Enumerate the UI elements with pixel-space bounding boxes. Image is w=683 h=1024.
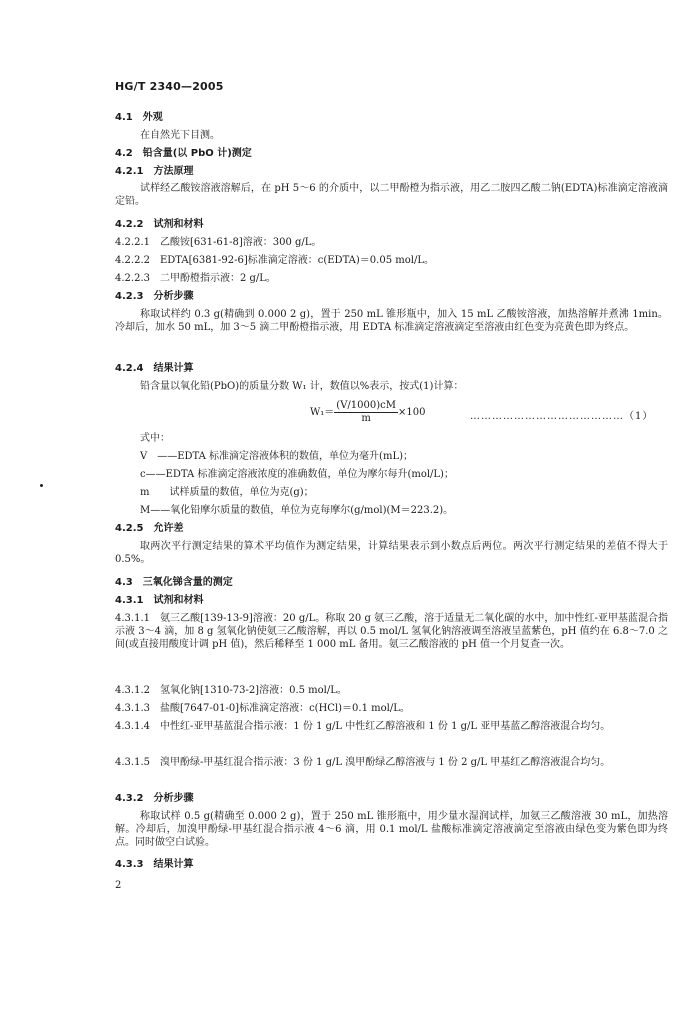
where-label: 式中： [140, 433, 170, 444]
definition-m: m 试样质量的数值，单位为克(g)； [140, 487, 314, 498]
item-4-2-2-2: 4.2.2.2 EDTA[6381-92-6]标准滴定溶液：c(EDTA)＝0.05 mol/L。 [115, 255, 434, 266]
section-4-2-title: 4.2 铅含量(以 PbO 计)测定 [115, 148, 252, 159]
formula-numerator: (V/1000)cM [336, 400, 396, 411]
definition-M: M——氧化铅摩尔质量的数值，单位为克每摩尔(g/mol)(M＝223.2)。 [140, 505, 454, 516]
section-4-2-1-title: 4.2.1 方法原理 [115, 166, 194, 177]
formula-tail: ×100 [397, 407, 426, 418]
item-4-3-1-2: 4.3.1.2 氢氧化钠[1310-73-2]溶液：0.5 mol/L。 [115, 685, 347, 696]
formula-lhs: W₁＝ [310, 407, 335, 418]
stray-dot [40, 484, 43, 487]
equation-number: ……………………………………（1） [470, 411, 654, 422]
section-4-2-3-text: 称取试样约 0.3 g(精确到 0.000 2 g)，置于 250 mL 锥形瓶中，加入 15 mL 乙酸铵溶液，加热溶解并煮沸 1min。冷却后，加水 50 mL，加 3～5 滴二甲酚橙指示液，用 EDTA 标准滴定溶液滴定至溶液由红色变为亮黄色即为终点。 [115, 309, 668, 333]
item-4-3-1-4: 4.3.1.4 中性红-亚甲基蓝混合指示液：1 份 1 g/L 中性红乙醇溶液和 1 份 1 g/L 亚甲基蓝乙醇溶液混合均匀。 [115, 721, 611, 732]
definition-v: V ——EDTA 标准滴定溶液体积的数值，单位为毫升(mL)； [140, 451, 413, 462]
item-4-3-1-1: 4.3.1.1 氨三乙酸[139-13-9]溶液：20 g/L。称取 20 g 氨三乙酸，溶于适量无二氧化碳的水中，加中性红-亚甲基蓝混合指示液 3～4 滴，加 8 g 氢氧化钠使氨三乙酸溶解，再以 0.5 mol/L 氢氧化钠溶液调至溶液呈蓝紫色，pH 值约在 6.8～7.0 之间(或直接用酸度计调 pH 值)，然后稀释至 1 000 mL 备用。氨三乙酸溶液的 pH 值一个月复查一次。 [115, 613, 668, 650]
section-4-2-1-text: 试样经乙酸铵溶液溶解后，在 pH 5～6 的介质中，以二甲酚橙为指示液，用乙二胺四乙酸二钠(EDTA)标准滴定溶液滴定铅。 [115, 183, 668, 207]
section-4-2-3-title: 4.2.3 分析步骤 [115, 291, 194, 302]
section-4-3-title: 4.3 三氧化锑含量的测定 [115, 577, 233, 588]
item-4-3-1-3: 4.3.1.3 盐酸[7647-01-0]标准滴定溶液：c(HCl)＝0.1 mol/L。 [115, 703, 410, 714]
formula-denominator: m [361, 413, 371, 424]
section-4-3-1-title: 4.3.1 试剂和材料 [115, 595, 204, 606]
page-number: 2 [115, 880, 122, 891]
formula-w1 [310, 400, 425, 425]
section-4-2-2-title: 4.2.2 试剂和材料 [115, 219, 204, 230]
standard-code-header: HG/T 2340—2005 [115, 80, 224, 93]
item-4-2-2-1: 4.2.2.1 乙酸铵[631-61-8]溶液：300 g/L。 [115, 237, 322, 248]
item-4-3-1-5: 4.3.1.5 溴甲酚绿-甲基红混合指示液：3 份 1 g/L 溴甲酚绿乙醇溶液与 1 份 2 g/L 甲基红乙醇溶液混合均匀。 [115, 757, 611, 768]
section-4-2-5-title: 4.2.5 允许差 [115, 523, 184, 534]
section-4-1-text: 在自然光下目测。 [140, 130, 220, 141]
formula-fraction [334, 400, 398, 425]
section-4-3-2-title: 4.3.2 分析步骤 [115, 793, 194, 804]
section-4-2-4-title: 4.2.4 结果计算 [115, 363, 194, 374]
section-4-2-4-text: 铅含量以氧化铅(PbO)的质量分数 W₁ 计，数值以%表示，按式(1)计算： [140, 381, 464, 392]
section-4-3-3-title: 4.3.3 结果计算 [115, 859, 194, 870]
section-4-2-5-text: 取两次平行测定结果的算术平均值作为测定结果，计算结果表示到小数点后两位。两次平行测定结果的差值不得大于 0.5%。 [115, 541, 668, 565]
definition-c: c——EDTA 标准滴定溶液浓度的准确数值，单位为摩尔每升(mol/L)； [140, 469, 454, 480]
item-4-2-2-3: 4.2.2.3 二甲酚橙指示液：2 g/L。 [115, 273, 276, 284]
section-4-1-title: 4.1 外观 [115, 112, 163, 123]
section-4-3-2-text: 称取试样 0.5 g(精确至 0.000 2 g)，置于 250 mL 锥形瓶中，用少量水湿润试样，加氨三乙酸溶液 30 mL，加热溶解。冷却后，加溴甲酚绿-甲基红混合指示液 4～6 滴，用 0.1 mol/L 盐酸标准滴定溶液滴定至溶液由绿色变为紫色即为终点。同时做空白试验。 [115, 811, 668, 848]
